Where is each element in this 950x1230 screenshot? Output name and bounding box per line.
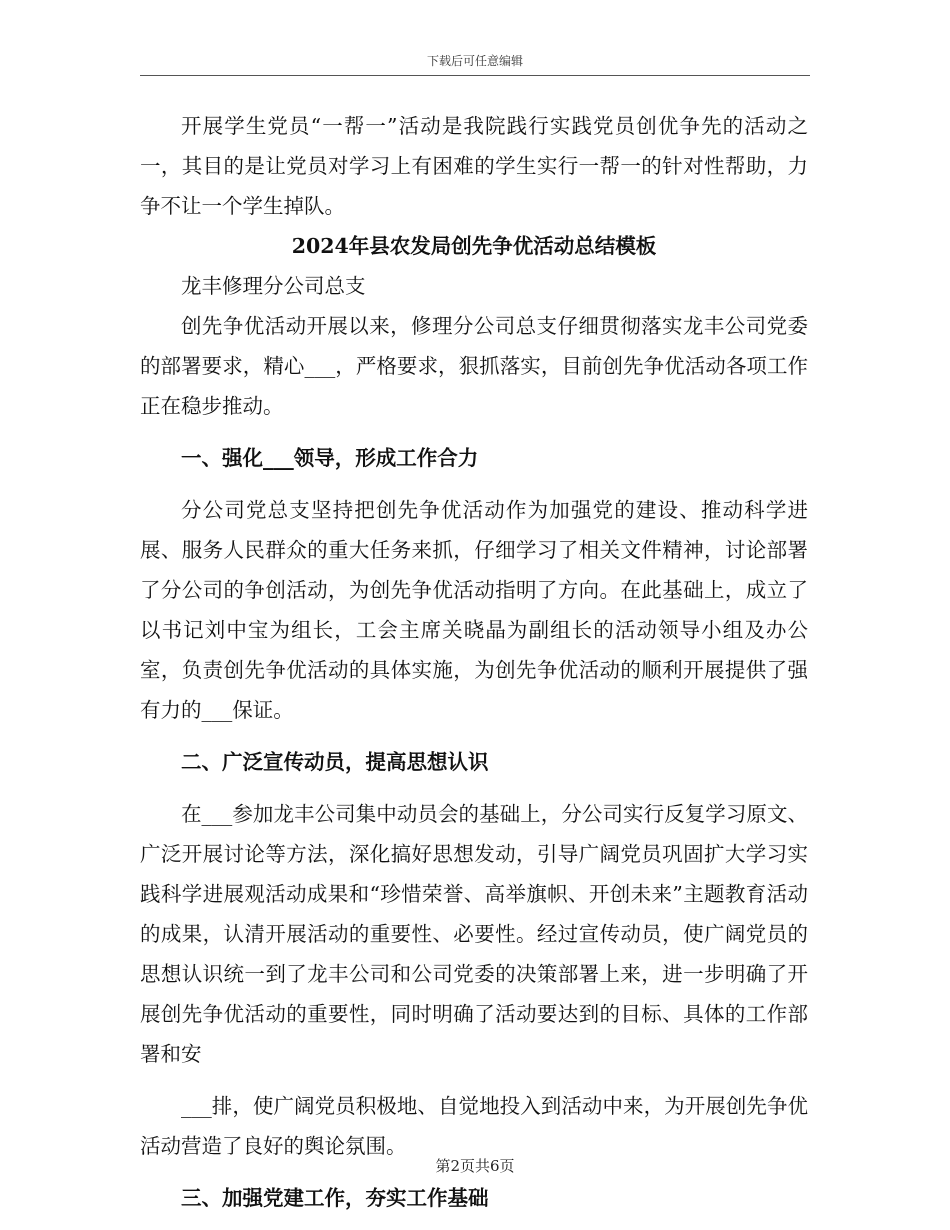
spacer bbox=[140, 478, 808, 490]
section-paragraph-2a: 在___参加龙丰公司集中动员会的基础上，分公司实行反复学习原文、广泛开展讨论等方法，深化搞好思想发动，引导广阔党员巩固扩大学习实践科学进展观活动成果和“珍惜荣誉、高举旗帜、开创未来”主题教育活动的成果，认清开展活动的重要性、必要性。经过宣传动员，使广阔党员的思想认识统一到了龙丰公司和公司党委的决策部署上来，进一步明确了开展创先争优活动的重要性，同时明确了活动要达到的目标、具体的工作部署和安 bbox=[140, 802, 808, 1066]
opening-paragraph: 创先争优活动开展以来，修理分公司总支仔细贯彻落实龙丰公司党委的部署要求，精心___，严格要求，狠抓落实，目前创先争优活动各项工作正在稳步推动。 bbox=[140, 314, 808, 418]
page-footer: 第2页共6页 bbox=[435, 1157, 515, 1175]
section-heading-2: 二、广泛宣传动员，提高思想认识 bbox=[181, 750, 489, 774]
spacer bbox=[140, 426, 808, 438]
spacer bbox=[140, 730, 808, 742]
spacer bbox=[140, 1074, 808, 1086]
org-line: 龙丰修理分公司总支 bbox=[181, 274, 366, 298]
section-heading-3: 三、加强党建工作，夯实工作基础 bbox=[181, 1186, 489, 1210]
header-divider bbox=[140, 75, 810, 76]
intro-paragraph: 开展学生党员“一帮一”活动是我院践行实践党员创优争先的活动之一，其目的是让党员对学习上有困难的学生实行一帮一的针对性帮助，力争不让一个学生掉队。 bbox=[140, 114, 808, 218]
section-paragraph-1: 分公司党总支坚持把创先争优活动作为加强党的建设、推动科学进展、服务人民群众的重大任务来抓，仔细学习了相关文件精神，讨论部署了分公司的争创活动，为创先争优活动指明了方向。在此基础上，成立了以书记刘中宝为组长，工会主席关晓晶为副组长的活动领导小组及办公室，负责创先争优活动的具体实施，为创先争优活动的顺利开展提供了强有力的___保证。 bbox=[140, 498, 808, 722]
document-title: 2024年县农发局创先争优活动总结模板 bbox=[291, 234, 657, 258]
section-paragraph-2b: ___排，使广阔党员积极地、自觉地投入到活动中来，为开展创先争优活动营造了良好的舆论氛围。 bbox=[140, 1094, 808, 1158]
section-heading-1: 一、强化___领导，形成工作合力 bbox=[181, 446, 479, 470]
document-body bbox=[140, 106, 808, 1218]
spacer bbox=[140, 782, 808, 794]
page-header: 下载后可任意编辑 bbox=[426, 54, 523, 68]
